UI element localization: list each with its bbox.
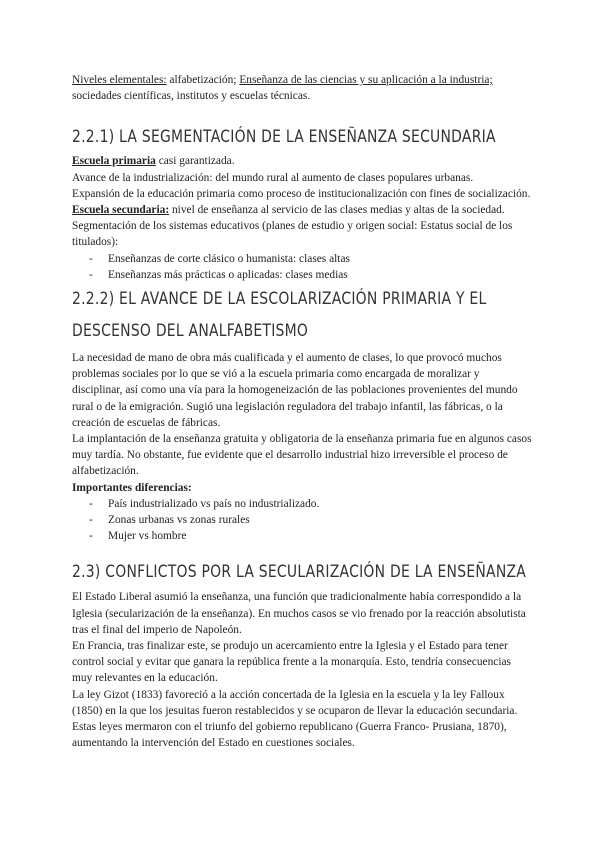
section-heading-2-2-1: 2.2.1) LA SEGMENTACIÓN DE LA ENSEÑANZA SECUNDARIA bbox=[72, 127, 496, 148]
list-item: - Mujer vs hombre bbox=[89, 528, 532, 544]
diferencias-list bbox=[72, 496, 532, 545]
intro-text-1: alfabetización; bbox=[166, 74, 240, 86]
document-body bbox=[72, 70, 532, 752]
secundaria-label: Escuela secundaria: bbox=[72, 204, 170, 217]
list-item: - Zonas urbanas vs zonas rurales bbox=[89, 512, 532, 528]
implantacion-paragraph: La implantación de la enseñanza gratuita y obligatoria de la enseñanza primaria fue en algunos casos muy tardía. No obstante, fue evidente que el desarrollo industrial hizo irreversible el proceso de alfabetización. bbox=[72, 433, 532, 478]
secundaria-paragraph bbox=[72, 202, 532, 218]
diferencias-label: Importantes diferencias: bbox=[72, 481, 192, 494]
section-heading-2-2-2: 2.2.2) EL AVANCE DE LA ESCOLARIZACIÓN PRIMARIA Y EL DESCENSO DEL ANALFABETISMO bbox=[72, 289, 487, 342]
list-item: - Enseñanzas de corte clásico o humanista: clases altas bbox=[89, 251, 532, 267]
francia-paragraph: En Francia, tras finalizar este, se produjo un acercamiento entre la Iglesia y el Estado para tener control social y evitar que ganara la república frente a la monarquía. Esto, tendría consecuencias muy relevantes en la educación. bbox=[72, 640, 511, 685]
ley-gizot-paragraph: La ley Gizot (1833) favoreció a la acción concertada de la Iglesia en la escuela y la ley Falloux (1850) en la que los jesuitas fueron restablecidos y se ocuparon de llevar la educación secundaria. Estas leyes mermaron con el triunfo del gobierno republicano (Guerra Franco- Prusiana, 1870), aumentando la intervención del Estado en cuestiones sociales. bbox=[72, 688, 518, 750]
segmentacion-paragraph: Segmentación de los sistemas educativos (planes de estudio y origen social: Estatus social de los titulados): bbox=[72, 220, 513, 249]
secundaria-text: nivel de enseñanza al servicio de las clases medias y altas de la sociedad. bbox=[169, 204, 505, 217]
section-heading-2-3: 2.3) CONFLICTOS POR LA SECULARIZACIÓN DE LA ENSEÑANZA bbox=[72, 562, 527, 583]
intro-paragraph bbox=[72, 72, 532, 104]
primaria-text: casi garantizada. bbox=[155, 155, 235, 168]
primaria-paragraph bbox=[72, 153, 532, 169]
expansion-paragraph: Expansión de la educación primaria como proceso de institucionalización con fines de socialización. bbox=[72, 187, 531, 200]
list-item: - Enseñanzas más prácticas o aplicadas: clases medias bbox=[89, 267, 532, 283]
industrializacion-paragraph: Avance de la industrialización: del mundo rural al aumento de clases populares urbanas. bbox=[72, 171, 474, 184]
diferencias-label-paragraph bbox=[72, 480, 532, 496]
list-item: - País industrializado vs país no industrializado. bbox=[89, 496, 532, 512]
intro-underlined-2: Enseñanza de las ciencias y su aplicación a la industria; bbox=[239, 74, 493, 86]
intro-underlined-1: Niveles elementales: bbox=[72, 74, 167, 86]
estado-liberal-paragraph: El Estado Liberal asumió la enseñanza, una función que tradicionalmente había correspondido a la Iglesia (secularización de la enseñanza). En muchos casos se vio frenado por la reacción absolutista tras el final del imperio de Napoleón. bbox=[72, 591, 526, 636]
necesidad-paragraph: La necesidad de mano de obra más cualificada y el aumento de clases, lo que provocó muchos problemas sociales por lo que se vió a la escuela primaria como encargada de moralizar y disciplinar, así como una vía para la homogeneización de las poblaciones provenientes del mundo rural o de la emigración. Sugió una legislación reguladora del trabajo infantil, las fábricas, o la creación de escuelas de fábricas. bbox=[72, 352, 518, 429]
primaria-label: Escuela primaria bbox=[72, 155, 156, 168]
intro-text-2: sociedades científicas, institutos y escuelas técnicas. bbox=[72, 90, 311, 103]
ensenanzas-list bbox=[72, 251, 532, 283]
